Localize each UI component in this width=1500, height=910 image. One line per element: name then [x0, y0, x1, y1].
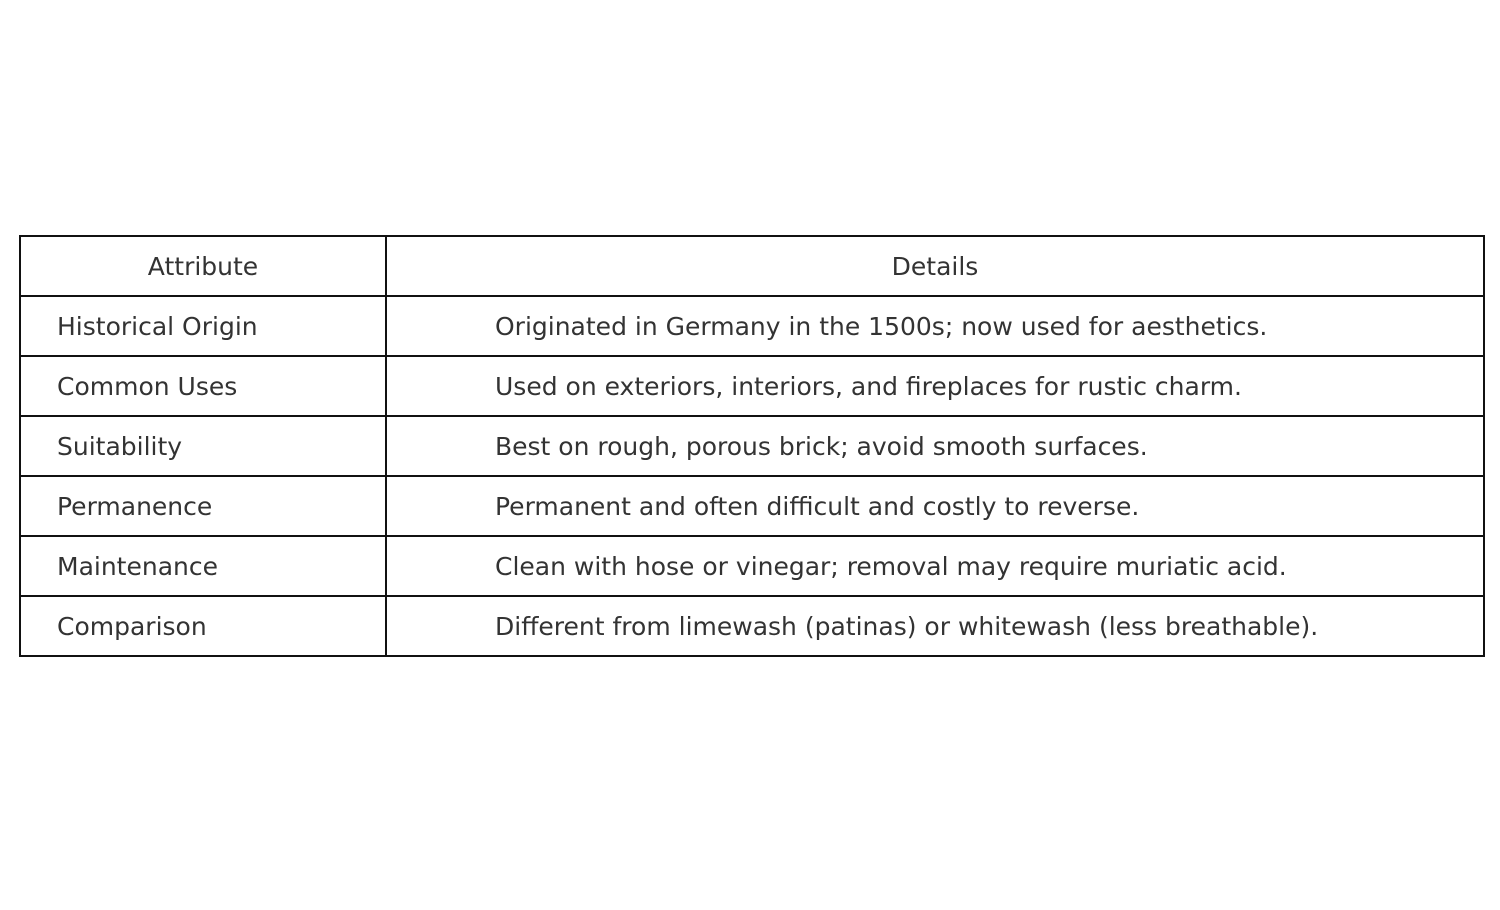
details-cell: Clean with hose or vinegar; removal may require muriatic acid.: [386, 536, 1484, 596]
details-cell: Different from limewash (patinas) or whitewash (less breathable).: [386, 596, 1484, 656]
attribute-cell: Historical Origin: [20, 296, 386, 356]
table-row: [20, 476, 1484, 536]
table-row: [20, 416, 1484, 476]
attribute-cell: Common Uses: [20, 356, 386, 416]
attribute-cell: Maintenance: [20, 536, 386, 596]
details-cell: Originated in Germany in the 1500s; now used for aesthetics.: [386, 296, 1484, 356]
table-row: [20, 536, 1484, 596]
attribute-cell: Permanence: [20, 476, 386, 536]
details-cell: Permanent and often difficult and costly to reverse.: [386, 476, 1484, 536]
data-table: [19, 235, 1485, 657]
attribute-cell: Comparison: [20, 596, 386, 656]
column-header-attribute: Attribute: [20, 236, 386, 296]
table-row: [20, 296, 1484, 356]
table-row: [20, 356, 1484, 416]
details-cell: Best on rough, porous brick; avoid smooth surfaces.: [386, 416, 1484, 476]
attribute-cell: Suitability: [20, 416, 386, 476]
table-row: [20, 596, 1484, 656]
details-cell: Used on exteriors, interiors, and fireplaces for rustic charm.: [386, 356, 1484, 416]
table-header-row: [20, 236, 1484, 296]
column-header-details: Details: [386, 236, 1484, 296]
